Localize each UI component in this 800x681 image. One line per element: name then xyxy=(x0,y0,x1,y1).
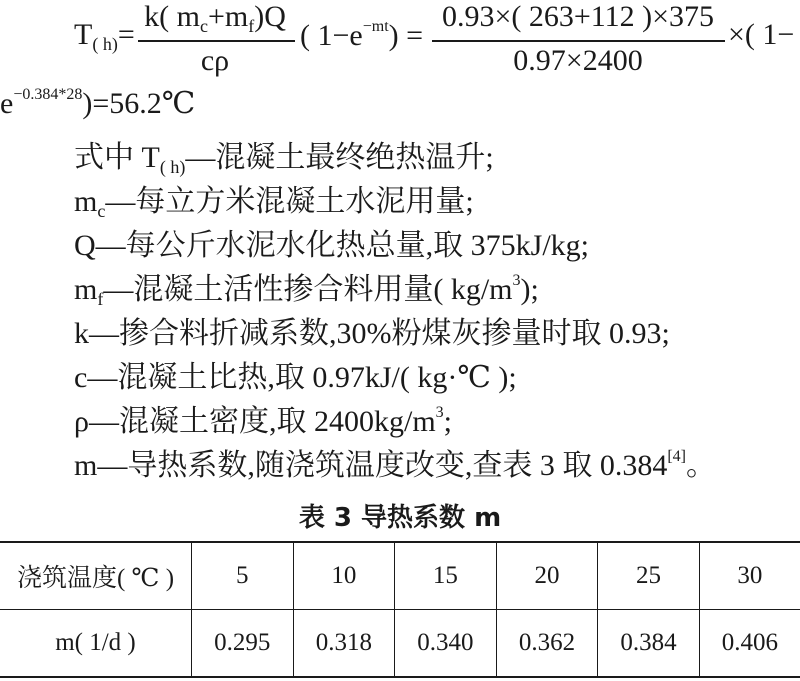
table-cell: 20 xyxy=(496,542,598,610)
definition-q: Q—每公斤水泥水化热总量,取 375kJ/kg; xyxy=(74,229,590,262)
fraction-1-numerator: k( $m_c+m_f)Q$ xyxy=(144,0,286,36)
table-caption: 表 3 导热系数 m xyxy=(298,503,502,533)
definition-m: m—导热系数,随浇筑温度改变,查表 3 取 0.384[4]。 xyxy=(74,448,716,482)
formula-tail: ×( 1− xyxy=(728,18,795,51)
definition-k: k—掺合料折减系数,30%粉煤灰掺量时取 0.93; xyxy=(74,317,670,350)
table-row-temperature xyxy=(0,542,800,610)
fraction-1-bar xyxy=(138,40,295,42)
formula-lhs: $T_{( h)}=$ xyxy=(74,18,135,54)
table-cell: 30 xyxy=(699,542,800,610)
thermal-coefficient-table xyxy=(0,541,800,678)
definition-mf: $m_f—$混凝土活性掺合料用量( $kg/m^3$); xyxy=(74,272,539,309)
formula-continuation: $e^{-0.384*28})=56.2℃$ xyxy=(0,86,196,120)
table-cell: 25 xyxy=(598,542,700,610)
definition-c: c—混凝土比热,取 0.97kJ/( kg·℃ ); xyxy=(74,361,517,394)
table-row-label: m( 1/d ) xyxy=(0,610,192,678)
table-row-coefficient xyxy=(0,610,800,678)
table-row-label: 浇筑温度( ℃ ) xyxy=(0,542,192,610)
fraction-2-numerator: 0.93×( 263+112 )×375 xyxy=(441,0,715,33)
formula-exponential-term: ( $1-e^{-mt}$) = xyxy=(300,18,424,52)
table-cell: 10 xyxy=(293,542,395,610)
table-cell: 15 xyxy=(395,542,497,610)
table-cell: 0.318 xyxy=(293,610,395,678)
table-cell: 0.295 xyxy=(192,610,294,678)
table-cell: 0.406 xyxy=(699,610,800,678)
fraction-1-denominator: cρ xyxy=(200,44,230,77)
table-cell: 0.384 xyxy=(598,610,700,678)
definition-rho: ρ—混凝土密度,取 $2400kg/m^3$; xyxy=(74,404,452,438)
definition-mc: $m_c—$每立方米混凝土水泥用量; xyxy=(74,185,474,221)
definition-t-h: 式中 $T_{( h)}—$混凝土最终绝热温升; xyxy=(74,141,494,177)
fraction-2-denominator: 0.97×2400 xyxy=(513,44,643,77)
table-cell: 0.362 xyxy=(496,610,598,678)
table-cell: 0.340 xyxy=(395,610,497,678)
fraction-2-bar xyxy=(432,40,725,42)
table-cell: 5 xyxy=(192,542,294,610)
